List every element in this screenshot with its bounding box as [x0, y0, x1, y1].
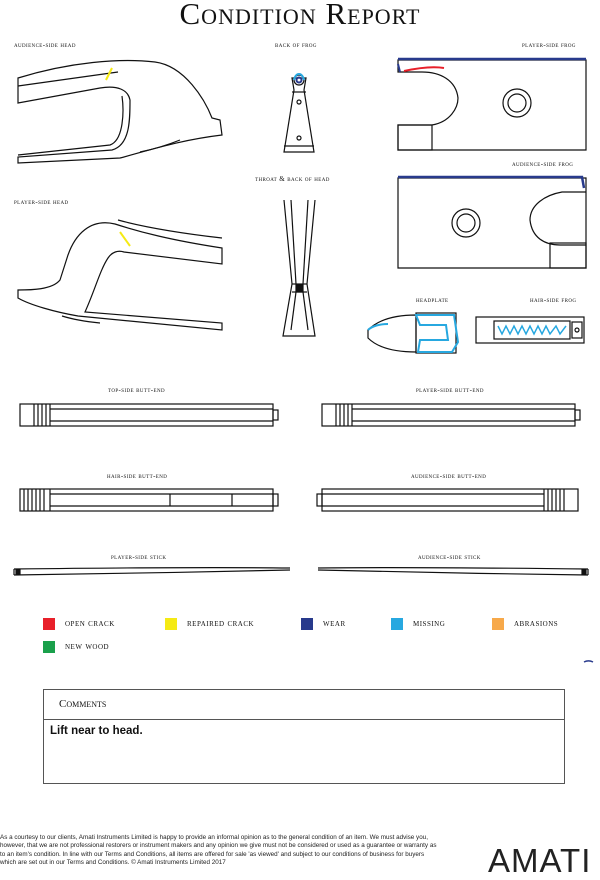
- legend-item-abrasions: [492, 618, 558, 630]
- label-hair-side-butt-end: hair-side butt-end: [107, 472, 168, 480]
- headplate-drawing: [368, 313, 458, 353]
- legend-label: abrasions: [514, 619, 559, 629]
- label-back-of-frog: back of frog: [275, 41, 317, 49]
- legend-label: new wood: [65, 642, 110, 652]
- legend-label: repaired crack: [187, 619, 255, 629]
- label-headplate: headplate: [416, 296, 449, 304]
- comments-text[interactable]: Lift near to head.: [50, 725, 143, 737]
- audience-side-butt-end-drawing: [317, 489, 578, 511]
- brand-logo: AMATI: [488, 842, 592, 879]
- legend-label: missing: [413, 619, 446, 629]
- player-side-frog-drawing: [398, 59, 586, 150]
- audience-side-frog-drawing: [398, 177, 586, 268]
- comments-box: [43, 689, 565, 784]
- legend-item-repaired-crack: [165, 618, 254, 630]
- disclaimer-text: As a courtesy to our clients, Amati Instruments Limited is happy to provide an informal opinion as to the general condition of an item. We must advise you, however, that we are not professional restorers or instrument makers and any opinion we give must not be considered or used as a guarantee or warranty as to an item's condition. In line with our Terms and Conditions, all items are offered for sale 'as viewed' and subject to our conditions of business for buyers which are set out in our Terms and Conditions. © Amati Instruments Limited 2017: [0, 834, 437, 867]
- label-player-side-frog: player-side frog: [522, 41, 576, 49]
- page-title: Condition Report: [179, 0, 421, 31]
- label-audience-side-butt-end: audience-side butt-end: [411, 472, 487, 480]
- label-top-side-butt-end: top-side butt-end: [108, 386, 166, 394]
- back-of-frog-drawing: [284, 74, 314, 152]
- legend-label: wear: [323, 619, 346, 629]
- legend-swatch: [301, 618, 313, 630]
- label-throat-back-of-head: throat & back of head: [255, 175, 330, 183]
- legend-swatch: [391, 618, 403, 630]
- legend-swatch: [43, 618, 55, 630]
- legend-swatch: [165, 618, 177, 630]
- label-audience-side-head: audience-side head: [14, 41, 76, 49]
- audience-side-head-drawing: [18, 61, 222, 163]
- legend-item-open-crack: [43, 618, 115, 630]
- comments-heading: Comments: [44, 690, 564, 720]
- label-audience-side-frog: audience-side frog: [512, 160, 574, 168]
- player-side-stick-drawing: [14, 568, 290, 575]
- legend-swatch: [492, 618, 504, 630]
- throat-back-of-head-drawing: [283, 200, 315, 336]
- hair-side-butt-end-drawing: [20, 489, 278, 511]
- legend-swatch: [43, 641, 55, 653]
- label-player-side-head: player-side head: [14, 198, 69, 206]
- label-audience-side-stick: audience-side stick: [418, 553, 481, 561]
- label-hair-side-frog: hair-side frog: [530, 296, 577, 304]
- audience-side-stick-drawing: [318, 568, 588, 575]
- top-side-butt-end-drawing: [20, 404, 278, 426]
- player-side-head-drawing: [18, 220, 222, 330]
- label-player-side-stick: player-side stick: [111, 553, 167, 561]
- legend-item-new-wood: [43, 641, 109, 653]
- legend-item-missing: [391, 618, 445, 630]
- legend-item-wear: [301, 618, 346, 630]
- label-player-side-butt-end: player-side butt-end: [416, 386, 484, 394]
- legend-label: open crack: [65, 619, 115, 629]
- player-side-butt-end-drawing: [322, 404, 580, 426]
- hair-side-frog-drawing: [476, 317, 584, 343]
